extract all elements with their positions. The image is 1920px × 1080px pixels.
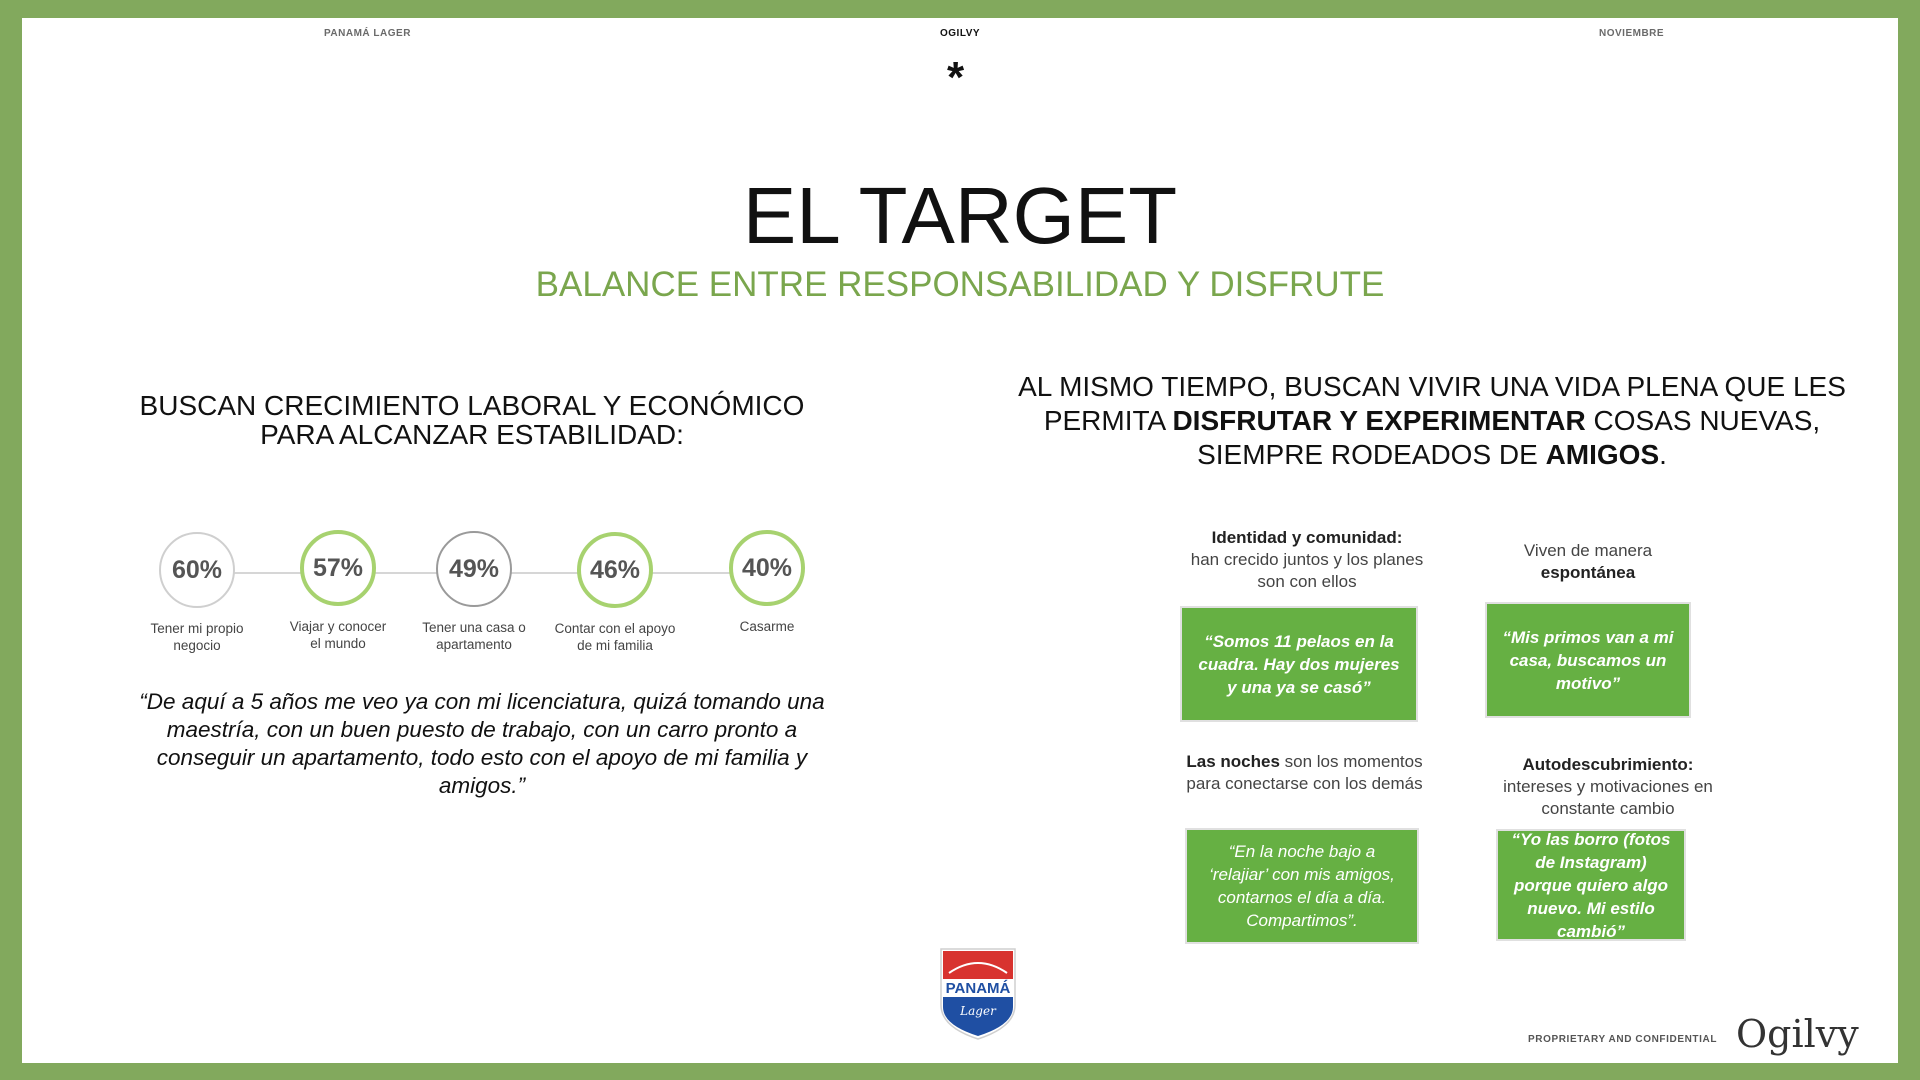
left-quote: “De aquí a 5 años me veo ya con mi licenciatura, quizá tomando una maestría, con un buen puesto de trabajo, con un carro pronto a conseguir un apartamento, todo esto con el apoyo de mi familia y amigos.” xyxy=(139,689,825,798)
stat-label: Tener una casa o apartamento xyxy=(422,620,526,652)
stat-value: 46% xyxy=(589,555,641,584)
right-heading xyxy=(982,370,1882,472)
stat-label: Viajar y conocer el mundo xyxy=(289,619,387,651)
slide-subtitle: BALANCE ENTRE RESPONSABILIDAD Y DISFRUTE xyxy=(535,265,1385,304)
stat-value: 57% xyxy=(312,553,364,582)
quote-box-identidad: “Somos 11 pelaos en la cuadra. Hay dos mujeres y una ya se casó” xyxy=(1180,606,1418,722)
stats-row xyxy=(132,510,852,660)
stat-value: 40% xyxy=(741,553,793,582)
ogilvy-logo: Ogilvy xyxy=(1736,1012,1859,1056)
left-heading-line-2: PARA ALCANZAR ESTABILIDAD: xyxy=(260,419,684,450)
svg-text:PANAMÁ: PANAMÁ xyxy=(945,980,1011,997)
header-date: NOVIEMBRE xyxy=(1599,28,1665,39)
footer-confidential: PROPRIETARY AND CONFIDENTIAL xyxy=(1528,1034,1718,1045)
stat-value: 60% xyxy=(171,555,223,584)
quote-box-autodescubrimiento: “Yo las borro (fotos de Instagram) porque quiero algo nuevo. Mi estilo cambió” xyxy=(1496,829,1686,941)
stat-label: Casarme xyxy=(739,619,795,634)
stat-item xyxy=(540,532,690,654)
asterisk-mark: * xyxy=(947,53,965,102)
stat-item xyxy=(122,532,272,654)
panama-lager-logo xyxy=(935,943,1021,1041)
slide-title: EL TARGET xyxy=(742,171,1178,260)
card-caption-espontanea: Viven de manera espontánea xyxy=(1523,541,1653,582)
card-caption-autodescubrimiento: Autodescubrimiento: intereses y motivaciones en constante cambio xyxy=(1503,755,1713,818)
svg-text:Lager: Lager xyxy=(960,1004,996,1018)
left-heading xyxy=(122,391,822,449)
quote-box-espontanea: “Mis primos van a mi casa, buscamos un motivo” xyxy=(1485,602,1691,718)
header-agency: OGILVY xyxy=(940,28,981,39)
quote-box-noches: “En la noche bajo a ‘relajiar’ con mis amigos, contarnos el día a día. Compartimos”. xyxy=(1185,828,1419,944)
stat-circle xyxy=(159,532,235,608)
stat-circle xyxy=(436,531,512,607)
stat-circle xyxy=(577,532,653,608)
card-caption-noches: Las noches son los momentos para conectarse con los demás xyxy=(1186,752,1423,793)
right-heading-line-1: AL MISMO TIEMPO, BUSCAN VIVIR UNA VIDA PLENA QUE LES xyxy=(1018,371,1846,402)
header-client: PANAMÁ LAGER xyxy=(324,28,411,39)
card-caption-identidad: Identidad y comunidad: han crecido juntos y los planes son con ellos xyxy=(1190,528,1424,591)
stat-item xyxy=(692,530,842,635)
slide xyxy=(22,18,1898,1063)
stat-circle xyxy=(729,530,805,606)
left-heading-line-1: BUSCAN CRECIMIENTO LABORAL Y ECONÓMICO xyxy=(139,390,805,421)
right-heading-line-3: SIEMPRE RODEADOS DE AMIGOS. xyxy=(1197,439,1667,470)
stat-value: 49% xyxy=(448,554,500,583)
stat-item xyxy=(263,530,413,652)
right-heading-line-2: PERMITA DISFRUTAR Y EXPERIMENTAR COSAS NUEVAS, xyxy=(1043,405,1821,436)
stat-circle xyxy=(300,530,376,606)
stat-label: Contar con el apoyo de mi familia xyxy=(554,621,676,653)
stat-item xyxy=(399,531,549,653)
stat-label: Tener mi propio negocio xyxy=(150,621,244,653)
